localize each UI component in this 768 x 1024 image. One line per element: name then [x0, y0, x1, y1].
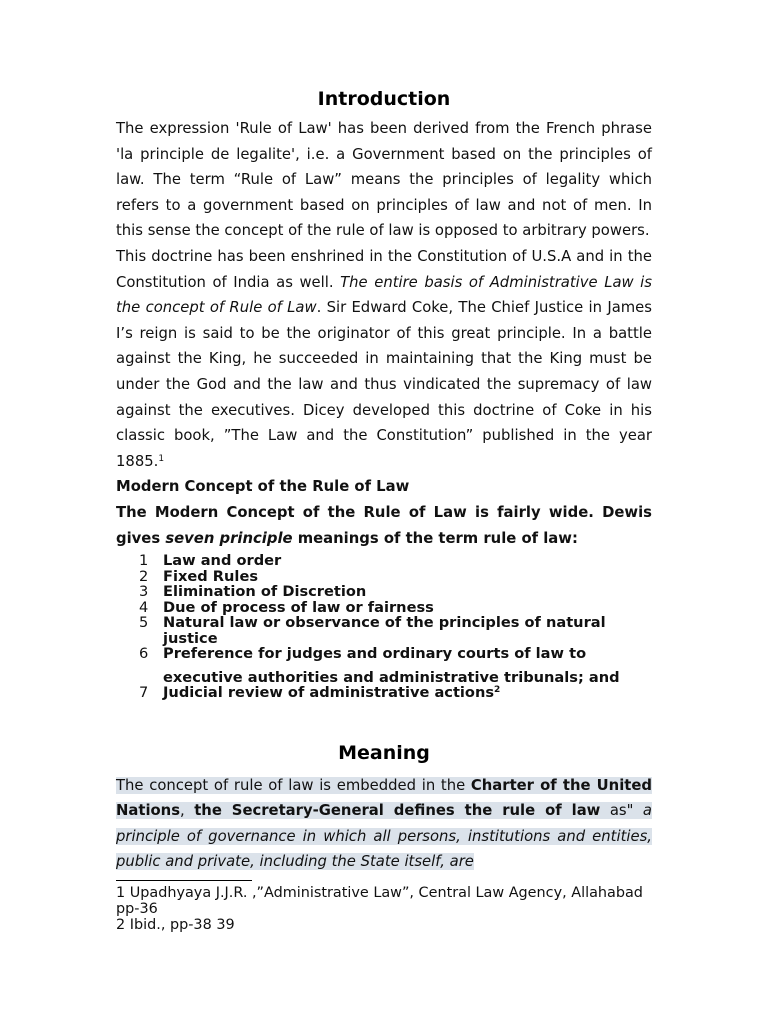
list-item-number: 5 [139, 614, 149, 632]
modern-concept-paragraph [116, 500, 652, 551]
meaning-text-3: , [180, 802, 195, 820]
footnote-2: 2 Ibid., pp-38 39 [116, 917, 235, 933]
list-item-text: Elimination of Discretion [163, 583, 367, 601]
list-item [116, 646, 652, 685]
list-item-number: 3 [139, 583, 149, 601]
meaning-bold-charter: Charter of the United Nations [116, 776, 652, 820]
list-item-number: 1 [139, 552, 149, 570]
intro-paragraph-2-italic: The entire basis of Administrative Law is the concept of Rule of Law [116, 273, 652, 317]
document-body [116, 84, 652, 875]
footnote-divider [116, 880, 252, 881]
intro-paragraph-2-text-a: This doctrine has been enshrined in the Constitution of U.S.A and in the Constitution of India as well. [116, 247, 652, 291]
meaning-heading: Meaning [338, 741, 430, 764]
list-item-text: Fixed Rules [163, 567, 259, 585]
intro-paragraph-2-text-b: . Sir Edward Coke, The Chief Justice in James I’s reign is said to be the originator of this great principle. In a battle against the King, he succeeded in maintaining that the King must be under the God and the law and thus vindicated the supremacy of law against the executives. Dicey developed this doctrine of Coke in his classic book, ”The Law and the Constitution” published in the year 1885. [116, 299, 652, 470]
meaning-paragraph [116, 773, 652, 875]
modern-italic: seven principle [165, 529, 293, 547]
list-item [116, 553, 652, 569]
intro-paragraph-1: The expression 'Rule of Law' has been derived from the French phrase 'la principle de legalite', i.e. a Government based on the principles of law. The term “Rule of Law” means the principles of legality which refers to a government based on principles of law and not of men. In this sense the concept of the rule of law is opposed to arbitrary powers. [116, 120, 652, 240]
list-item-continuation: executive authorities and administrative tribunals; and [163, 668, 620, 686]
list-item [116, 569, 652, 585]
footnote-ref-2[interactable]: 2 [494, 685, 501, 696]
modern-text-b: meanings of the term rule of law: [292, 529, 578, 547]
list-item-text: Judicial review of administrative actions [163, 684, 495, 702]
footnote-ref-1[interactable]: 1 [158, 453, 165, 464]
meaning-text-1: The concept of rule of law is embedded in the [116, 776, 471, 794]
footnotes-section [116, 880, 652, 933]
introduction-heading: Introduction [317, 88, 451, 110]
list-item [116, 685, 652, 701]
list-item-number: 6 [139, 645, 149, 663]
footnote-1: 1 Upadhyaya J.J.R. ,”Administrative Law”, Central Law Agency, Allahabad pp-36 [116, 885, 643, 917]
list-item-text: Law and order [163, 552, 282, 570]
list-item-text: Natural law or observance of the principles of natural justice [163, 614, 606, 647]
list-item-number: 2 [139, 567, 149, 585]
list-item-text: Due of process of law or fairness [163, 598, 434, 616]
modern-text-a: The Modern Concept of the Rule of Law is fairly wide. Dewis gives [116, 503, 652, 547]
list-item [116, 584, 652, 600]
list-item-number: 4 [139, 598, 149, 616]
list-item [116, 615, 652, 646]
meaning-bold-secretary: the Secretary-General defines the rule of law [194, 802, 601, 820]
list-item [116, 600, 652, 616]
list-item-number: 7 [139, 684, 149, 702]
meaning-italic-definition: a principle of governance in which all persons, institutions and entities, public and private, including the State itself, are [116, 802, 652, 871]
list-item-text: Preference for judges and ordinary courts of law to [163, 645, 587, 663]
modern-concept-heading: Modern Concept of the Rule of Law [116, 478, 410, 496]
meaning-text-5: as" [600, 802, 643, 820]
intro-paragraph-2 [116, 244, 652, 474]
principles-list [116, 553, 652, 701]
